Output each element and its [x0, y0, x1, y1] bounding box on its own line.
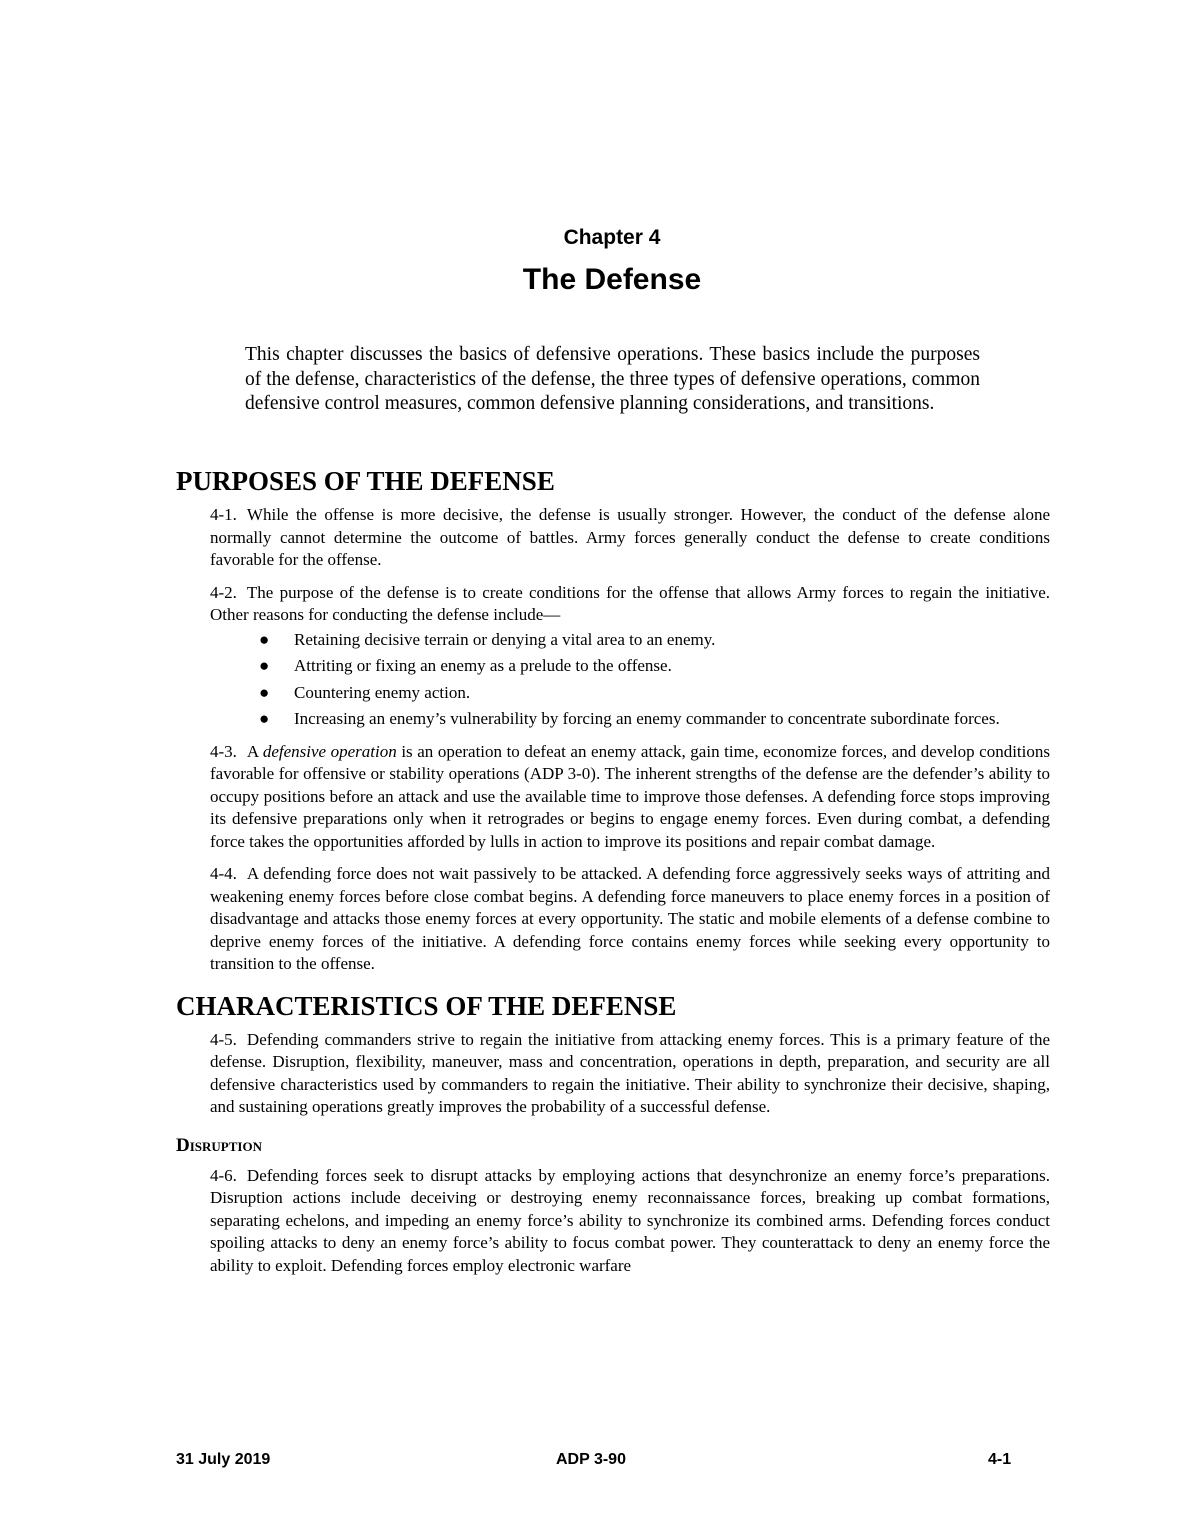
paragraph-lead: A — [246, 741, 259, 761]
bullet-text: Increasing an enemy’s vulnerability by forcing an enemy commander to concentrate subordinate forces. — [294, 709, 1000, 728]
paragraph-number: 4-5. — [210, 1029, 237, 1049]
defined-term: defensive operation — [262, 741, 397, 761]
footer-date: 31 July 2019 — [176, 1451, 271, 1468]
bullet-text: Attriting or fixing an enemy as a prelude to the offense. — [294, 656, 672, 675]
bullet-item — [259, 708, 1050, 731]
paragraph-number: 4-4. — [210, 864, 237, 883]
bullet-item — [259, 629, 1050, 652]
paragraph-text: is an operation to defeat an enemy attack, gain time, economize forces, and develop conditions favorable for offensive or stability operations (ADP 3-0). The inherent strengths of the defense are the defender’s ability to occupy positions before an attack and use the available time to improve those defenses. A defending force stops improving its defensive preparations only when it retrogrades or begins to engage enemy forces. Even during combat, a defending force takes the opportunities afforded by lulls in action to improve its positions and repair combat damage. — [210, 741, 1050, 851]
paragraph-4-2 — [210, 582, 1050, 627]
footer-publication: ADP 3-90 — [556, 1451, 626, 1468]
bullet-list — [176, 629, 1050, 731]
section-heading-purposes: PURPOSES OF THE DEFENSE — [176, 466, 555, 496]
footer-page-number: 4-1 — [988, 1451, 1012, 1468]
chapter-intro: This chapter discusses the basics of defensive operations. These basics include the purposes of the defense, characteristics of the defense, the three types of defensive operations, common defensive control measures, common defensive planning considerations, and transitions. — [245, 344, 980, 414]
paragraph-number: 4-3. — [210, 741, 237, 761]
subheading-disruption: Disruption — [176, 1134, 262, 1156]
paragraph-4-1 — [210, 504, 1050, 572]
paragraph-text: A defending force does not wait passively to be attacked. A defending force aggressively seeks ways of attriting and weakening enemy forces before close combat begins. A defending force maneuvers to place enemy forces in a position of disadvantage and attacks those enemy forces at every opportunity. The static and mobile elements of a defense combine to deprive enemy forces of the initiative. A defending force contains enemy forces while seeking every opportunity to transition to the offense. — [210, 864, 1050, 973]
bullet-item — [259, 655, 1050, 678]
section-heading-characteristics: CHARACTERISTICS OF THE DEFENSE — [176, 990, 677, 1021]
bullet-icon: ● — [259, 682, 270, 702]
paragraph-text: Defending forces seek to disrupt attacks by employing actions that desynchronize an enemy force’s preparations. Disruption actions include deceiving or destroying enemy reconnaissance forces, breaking up combat formations, separating echelons, and impeding an enemy force’s ability to synchronize its combined arms. Defending forces conduct spoiling attacks to deny an enemy force’s ability to focus combat power. They counterattack to deny an enemy force the ability to exploit. Defending forces employ electronic warfare — [210, 1165, 1050, 1275]
bullet-icon: ● — [259, 709, 270, 728]
chapter-title: The Defense — [522, 263, 702, 296]
paragraph-text: The purpose of the defense is to create conditions for the offense that allows Army forces to regain the initiative. Other reasons for conducting the defense include— — [210, 582, 1050, 624]
paragraph-4-6 — [210, 1165, 1050, 1278]
bullet-text: Countering enemy action. — [294, 682, 471, 702]
paragraph-number: 4-6. — [210, 1165, 237, 1185]
chapter-label: Chapter 4 — [563, 226, 661, 249]
paragraph-number: 4-2. — [210, 582, 237, 602]
bullet-item — [259, 682, 1050, 705]
paragraph-4-3 — [210, 741, 1050, 854]
body-content — [176, 463, 1050, 1287]
paragraph-number: 4-1. — [210, 505, 237, 524]
paragraph-4-5 — [210, 1029, 1050, 1119]
bullet-text: Retaining decisive terrain or denying a vital area to an enemy. — [294, 629, 716, 649]
paragraph-text: While the offense is more decisive, the defense is usually stronger. However, the conduct of the defense alone normally cannot determine the outcome of battles. Army forces generally conduct the defense to create conditions favorable for the offense. — [210, 505, 1050, 569]
bullet-icon: ● — [259, 629, 270, 649]
bullet-icon: ● — [259, 656, 270, 675]
paragraph-4-4 — [210, 863, 1050, 976]
paragraph-text: Defending commanders strive to regain the initiative from attacking enemy forces. This is a primary feature of the defense. Disruption, flexibility, maneuver, mass and concentration, operations in depth, preparation, and security are all defensive characteristics used by commanders to regain the initiative. Their ability to synchronize their decisive, shaping, and sustaining operations greatly improves the probability of a successful defense. — [210, 1029, 1050, 1116]
